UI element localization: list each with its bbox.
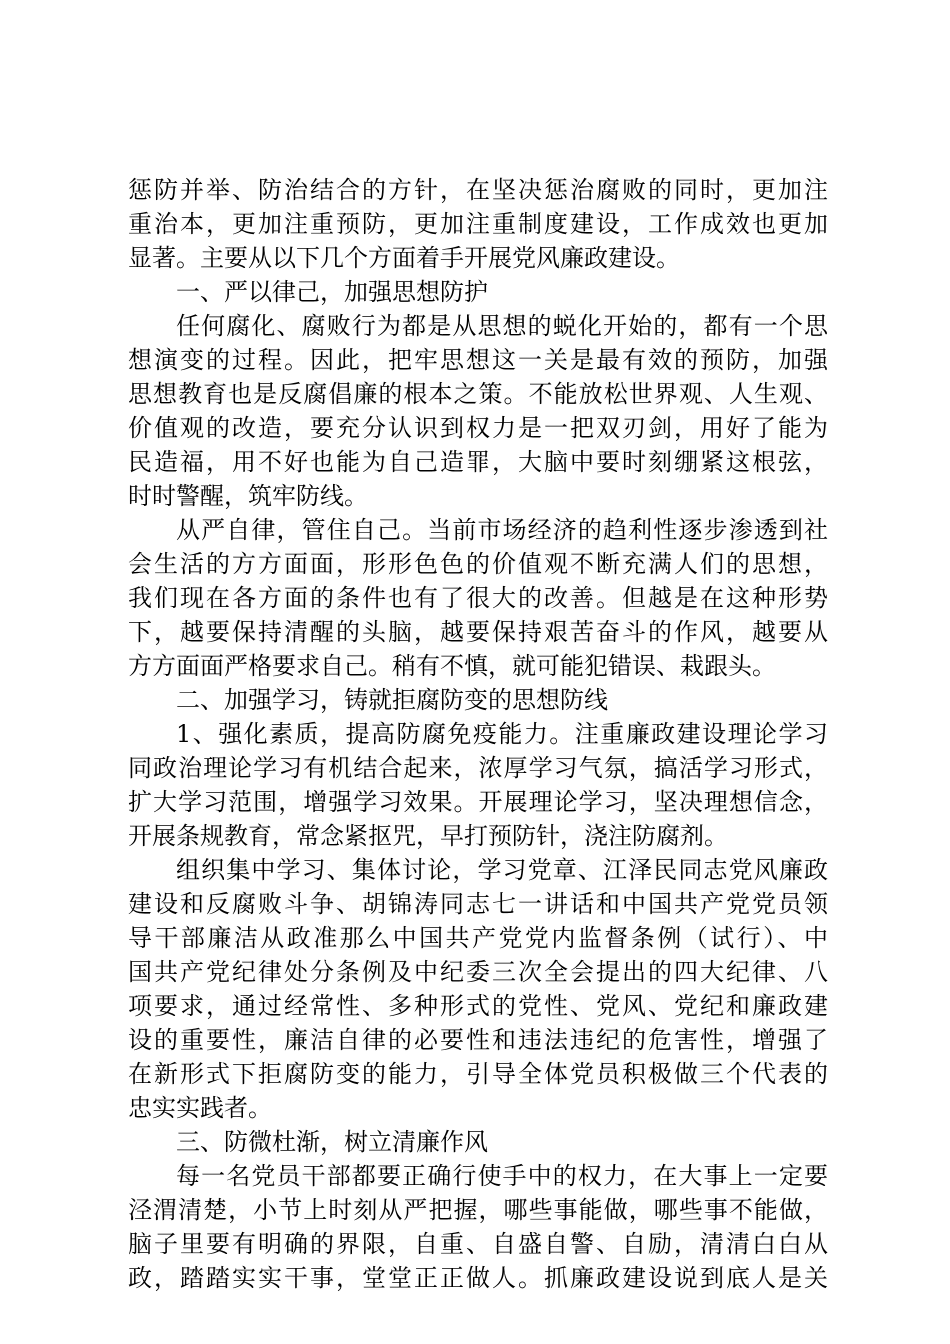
text-line: 民造福，用不好也能为自己造罪，大脑中要时刻绷紧这根弦， [128,448,828,476]
text-line: 忠实实践者。 [128,1094,272,1122]
text-line: 设的重要性，廉洁自律的必要性和违法违纪的危害性，增强了 [128,1026,828,1054]
text-line: 政，踏踏实实干事，堂堂正正做人。抓廉政建设说到底人是关 [128,1264,828,1292]
section-heading: 二、加强学习，铸就拒腐防变的思想防线 [176,686,608,714]
text-line: 会生活的方方面面，形形色色的价值观不断充满人们的思想， [128,550,828,578]
section-heading: 三、防微杜渐，树立清廉作风 [176,1128,488,1156]
text-line: 在新形式下拒腐防变的能力，引导全体党员积极做三个代表的 [128,1060,828,1088]
section-heading: 一、严以律己，加强思想防护 [176,278,488,306]
text-line: 思想教育也是反腐倡廉的根本之策。不能放松世界观、人生观、 [128,380,828,408]
text-line: 下，越要保持清醒的头脑，越要保持艰苦奋斗的作风，越要从 [128,618,828,646]
document-body [128,173,828,1295]
text-line: 国共产党纪律处分条例及中纪委三次全会提出的四大纪律、八 [128,958,828,986]
text-line: 任何腐化、腐败行为都是从思想的蜕化开始的，都有一个思 [176,312,828,340]
text-line: 组织集中学习、集体讨论，学习党章、江泽民同志党风廉政 [176,856,828,884]
text-line: 价值观的改造，要充分认识到权力是一把双刃剑，用好了能为 [128,414,828,442]
text-line: 1、强化素质，提高防腐免疫能力。注重廉政建设理论学习 [176,720,828,748]
text-line: 想演变的过程。因此，把牢思想这一关是最有效的预防，加强 [128,346,828,374]
text-line: 脑子里要有明确的界限，自重、自盛自警、自励，清清白白从 [128,1230,828,1258]
text-line: 重治本，更加注重预防，更加注重制度建设，工作成效也更加 [128,210,828,238]
text-line: 显著。主要从以下几个方面着手开展党风廉政建设。 [128,244,680,272]
text-line: 惩防并举、防治结合的方针，在坚决惩治腐败的同时，更加注 [128,176,828,204]
text-line: 每一名党员干部都要正确行使手中的权力，在大事上一定要 [176,1162,828,1190]
text-line: 方方面面严格要求自己。稍有不慎，就可能犯错误、栽跟头。 [128,652,776,680]
text-line: 同政治理论学习有机结合起来，浓厚学习气氛，搞活学习形式， [128,754,828,782]
text-line: 从严自律，管住自己。当前市场经济的趋利性逐步渗透到社 [176,516,828,544]
text-line: 我们现在各方面的条件也有了很大的改善。但越是在这种形势 [128,584,828,612]
text-line: 项要求，通过经常性、多种形式的党性、党风、党纪和廉政建 [128,992,828,1020]
text-line: 扩大学习范围，增强学习效果。开展理论学习，坚决理想信念， [128,788,828,816]
text-line: 开展条规教育，常念紧抠咒，早打预防针，浇注防腐剂。 [128,822,728,850]
text-line: 导干部廉洁从政准那么中国共产党党内监督条例（试行）、中 [128,924,828,952]
text-line: 时时警醒，筑牢防线。 [128,482,368,510]
text-line: 泾渭清楚，小节上时刻从严把握，哪些事能做，哪些事不能做， [128,1196,828,1224]
text-line: 建设和反腐败斗争、胡锦涛同志七一讲话和中国共产党党员领 [128,890,828,918]
